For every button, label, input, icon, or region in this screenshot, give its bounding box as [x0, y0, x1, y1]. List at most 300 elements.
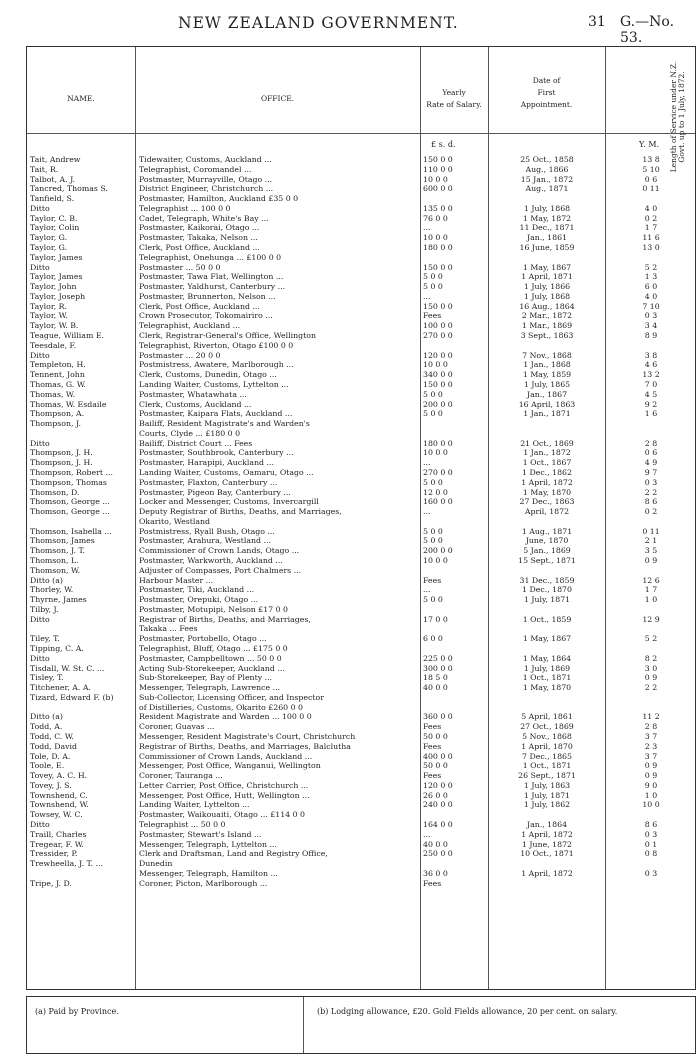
row-salary: 5 0 0 — [423, 536, 443, 546]
table-row — [27, 556, 695, 565]
row-date: 5 Nov., 1868 — [522, 732, 572, 742]
table-row — [27, 585, 695, 594]
table-row — [27, 644, 695, 653]
table-row — [27, 683, 695, 692]
row-name: Tennent, John — [30, 370, 85, 380]
row-salary: 200 0 0 — [423, 546, 453, 556]
table-row — [27, 673, 695, 682]
row-office: Telegraphist, Bluff, Otago ... £175 0 0 — [139, 644, 288, 653]
row-office: Postmaster, Takaka, Nelson ... — [139, 233, 258, 243]
row-length: 0 9 — [644, 771, 658, 781]
row-salary: 135 0 0 — [423, 203, 453, 213]
row-name: Todd, David — [30, 741, 78, 751]
column-header-date: Date of First Appointment. — [520, 76, 573, 109]
row-office: Postmaster, Waikouaiti, Otago ... £114 0 0 — [139, 810, 305, 820]
row-office: Postmaster, Orepuki, Otago ... — [139, 595, 259, 605]
row-date: 1 July, 1866 — [523, 282, 571, 292]
row-length: 0 8 — [644, 849, 658, 859]
row-salary: 150 0 0 — [423, 262, 453, 272]
row-date: 25 Oct., 1858 — [520, 155, 574, 164]
table-row — [27, 615, 695, 624]
row-office: Clerk, Registrar-General's Office, Wellington — [139, 331, 316, 341]
footnote-a: (a) Paid by Province. — [35, 1007, 119, 1016]
row-salary: 164 0 0 — [423, 820, 453, 830]
table-row — [27, 409, 695, 418]
row-name: Taylor, James — [30, 252, 83, 262]
page-number: 31 — [588, 14, 606, 30]
row-salary: 5 0 0 — [423, 409, 443, 419]
row-name: Townshend, W. — [30, 800, 89, 810]
table-row — [27, 566, 695, 575]
row-date: 1 Jan., 1872 — [523, 448, 571, 458]
row-office: Landing Waiter, Lyttelton ... — [139, 800, 250, 810]
table-row — [27, 155, 695, 164]
row-salary: 5 0 0 — [423, 389, 443, 399]
row-salary: Fees — [423, 311, 442, 321]
table-row — [27, 400, 695, 409]
row-salary: 40 0 0 — [423, 839, 448, 849]
row-office: Bailiff, Resident Magistrate's and Warden's — [139, 419, 310, 429]
table-row — [27, 879, 695, 888]
row-name: Ditto — [30, 820, 50, 830]
table-row — [27, 507, 695, 516]
row-length: 5 2 — [644, 262, 658, 272]
row-length: 8 6 — [644, 497, 658, 507]
row-length: 9 7 — [644, 467, 658, 477]
row-name: Thomson, L. — [30, 555, 79, 565]
table-row — [27, 869, 695, 878]
row-name: Tancred, Thomas S. — [30, 184, 108, 194]
row-date: 10 Oct., 1871 — [520, 849, 574, 859]
row-office: Clerk and Draftsman, Land and Registry Office, — [139, 849, 328, 859]
row-length: 3 7 — [644, 751, 658, 761]
table-row — [27, 624, 695, 633]
row-office: Postmaster, Kaikorai, Otago ... — [139, 223, 260, 233]
row-office: Postmaster, Tiki, Auckland ... — [139, 585, 255, 595]
row-name: Tiley, T. — [30, 634, 60, 644]
row-date: Aug., 1871 — [525, 184, 569, 194]
row-date: 1 Jan., 1871 — [523, 409, 571, 419]
row-name: Taylor, W. — [30, 311, 68, 321]
row-length: 1 3 — [644, 272, 658, 282]
row-name: Taylor, John — [30, 282, 77, 292]
row-name: Thomson, D. — [30, 487, 80, 497]
row-salary: ... — [423, 291, 431, 301]
row-name: Todd, A. — [30, 722, 63, 732]
row-salary: Fees — [423, 575, 442, 585]
row-date: 1 July, 1869 — [523, 663, 571, 673]
table-row — [27, 165, 695, 174]
row-length: 11 2 — [642, 712, 660, 722]
row-office: Postmaster, Southbrook, Canterbury ... — [139, 448, 294, 458]
row-name: Thomson, James — [30, 536, 95, 546]
row-office: Messenger, Telegraph, Lawrence ... — [139, 683, 281, 693]
row-date: 1 April, 1870 — [521, 741, 573, 751]
row-name: Tripe, J. D. — [30, 878, 72, 888]
document-reference: G.—No. 53. — [620, 14, 675, 46]
table-row — [27, 703, 695, 712]
row-salary: ... — [423, 507, 431, 517]
row-office: Sub-Storekeeper, Bay of Plenty ... — [139, 673, 273, 683]
row-salary: 10 0 0 — [423, 448, 448, 458]
row-date: 1 July, 1871 — [523, 595, 571, 605]
row-salary: 240 0 0 — [423, 800, 453, 810]
row-office: Resident Magistrate and Warden ... 100 0 0 — [139, 712, 312, 722]
row-office: Postmaster, Warkworth, Auckland ... — [139, 555, 283, 565]
row-office: Messenger, Telegraph, Lyttelton ... — [139, 839, 277, 849]
row-name: Ditto — [30, 653, 50, 663]
table-row — [27, 214, 695, 223]
row-name: Thomson, George ... — [30, 497, 110, 507]
table-row — [27, 800, 695, 809]
table-row — [27, 243, 695, 252]
row-name: Thompson, J. H. — [30, 458, 93, 468]
row-name: Trewheella, J. T. ... — [30, 859, 103, 869]
row-length: 12 6 — [642, 575, 660, 585]
table-row — [27, 488, 695, 497]
row-date: 1 July, 1868 — [523, 203, 571, 213]
row-name: Taylor, Colin — [30, 223, 80, 233]
row-name: Tipping, C. A. — [30, 644, 84, 653]
table-row — [27, 771, 695, 780]
row-date: 1 May, 1872 — [522, 213, 572, 223]
row-office: Deputy Registrar of Births, Deaths, and Marriages, — [139, 507, 342, 517]
row-length: 12 9 — [642, 614, 660, 624]
row-date: 1 April, 1872 — [521, 477, 573, 487]
row-salary: 5 0 0 — [423, 477, 443, 487]
row-length: 4 5 — [644, 389, 658, 399]
row-office: Landing Waiter, Customs, Oamaru, Otago ... — [139, 467, 314, 477]
row-salary: 5 0 0 — [423, 526, 443, 536]
row-date: 1 May, 1870 — [522, 487, 572, 497]
row-name: Thomas, G. W. — [30, 379, 86, 389]
row-length: 0 2 — [644, 507, 658, 517]
row-name: Thomas, W. Esdaile — [30, 399, 107, 409]
row-date: 1 Dec., 1870 — [522, 585, 572, 595]
row-salary: 26 0 0 — [423, 790, 448, 800]
table-row — [27, 204, 695, 213]
table-row — [27, 517, 695, 526]
row-name: Ditto (a) — [30, 712, 63, 722]
row-length: 0 6 — [644, 174, 658, 184]
row-name: Thompson, Robert ... — [30, 467, 113, 477]
row-salary: 270 0 0 — [423, 467, 453, 477]
row-length: 2 8 — [644, 722, 658, 732]
table-row — [27, 272, 695, 281]
row-date: 11 Dec., 1871 — [519, 223, 575, 233]
row-date: 26 Sept., 1871 — [518, 771, 576, 781]
table-row — [27, 468, 695, 477]
row-length: 0 9 — [644, 761, 658, 771]
row-office: Acting Sub-Storekeeper, Auckland ... — [139, 663, 285, 673]
row-salary: 5 0 0 — [423, 595, 443, 605]
row-salary: Fees — [423, 878, 442, 888]
row-length: 7 0 — [644, 379, 658, 389]
row-office: Locker and Messenger, Customs, Invercargill — [139, 497, 319, 507]
table-row — [27, 341, 695, 350]
row-name: Ditto — [30, 203, 50, 213]
row-name: Thyrne, James — [30, 595, 87, 605]
row-salary: 120 0 0 — [423, 780, 453, 790]
table-row — [27, 311, 695, 320]
row-salary: 200 0 0 — [423, 399, 453, 409]
row-salary: 250 0 0 — [423, 849, 453, 859]
row-date: 27 Oct., 1869 — [520, 722, 574, 732]
row-length: 1 7 — [644, 585, 658, 595]
row-office: Adjuster of Compasses, Port Chalmers ... — [139, 565, 302, 575]
row-salary: Fees — [423, 771, 442, 781]
row-office: Telegraphist, Onehunga ... £100 0 0 — [139, 252, 282, 262]
row-office: Clerk, Post Office, Auckland ... — [139, 243, 260, 253]
table-row — [27, 448, 695, 457]
row-salary: 36 0 0 — [423, 868, 448, 878]
row-date: June, 1870 — [525, 536, 569, 546]
table-row — [27, 263, 695, 272]
row-length: 0 3 — [644, 829, 658, 839]
row-date: 1 April, 1871 — [521, 272, 573, 282]
row-name: Tregear, F. W. — [30, 839, 84, 849]
row-date: 1 Dec., 1862 — [522, 467, 572, 477]
row-office: Registrar of Births, Deaths, and Marriages, — [139, 614, 311, 624]
row-name: Thomas, W. — [30, 389, 76, 399]
row-office: Postmistress, Ryall Bush, Otago ... — [139, 526, 275, 536]
row-name: Thorley, W. — [30, 585, 74, 595]
row-date: 1 July, 1865 — [523, 379, 571, 389]
row-name: Talbot, A. J. — [30, 174, 76, 184]
row-name: Ditto — [30, 438, 50, 448]
row-name: Tanfield, S. — [30, 194, 75, 204]
row-date: April, 1872 — [524, 507, 570, 517]
row-date: 1 May, 1864 — [522, 653, 572, 663]
column-header-office: OFFICE. — [260, 94, 295, 103]
row-salary: 10 0 0 — [423, 555, 448, 565]
row-office: Postmaster, Portobello, Otago ... — [139, 634, 267, 644]
row-salary: 50 0 0 — [423, 732, 448, 742]
row-date: 27 Dec., 1863 — [519, 497, 575, 507]
table-row — [27, 439, 695, 448]
row-length: 0 3 — [644, 477, 658, 487]
row-name: Tisdall, W. St. C. ... — [30, 663, 105, 673]
row-date: 1 Mar., 1869 — [521, 321, 573, 331]
row-office: Letter Carrier, Post Office, Christchurch ... — [139, 780, 309, 790]
row-office: Okarito, Westland — [139, 516, 211, 526]
row-salary: 40 0 0 — [423, 683, 448, 693]
table-row — [27, 370, 695, 379]
row-length: 4 0 — [644, 203, 658, 213]
row-office: Tidewaiter, Customs, Auckland ... — [139, 155, 272, 164]
table-row — [27, 546, 695, 555]
row-date: Jan., 1861 — [526, 233, 568, 243]
row-name: Toole, E. — [30, 761, 65, 771]
row-length: 8 6 — [644, 820, 658, 830]
row-office: Postmaster, Murrayville, Otago ... — [139, 174, 273, 184]
row-office: Postmaster, Tawa Flat, Wellington ... — [139, 272, 284, 282]
header-divider — [27, 133, 695, 134]
table-row — [27, 321, 695, 330]
row-salary: 360 0 0 — [423, 712, 453, 722]
table-row — [27, 351, 695, 360]
row-name: Todd, C. W. — [30, 732, 75, 742]
row-office: Messenger, Telegraph, Hamilton ... — [139, 868, 278, 878]
row-office: Postmaster, Brunnerton, Nelson ... — [139, 291, 276, 301]
row-name: Thompson, J. — [30, 419, 81, 429]
row-date: 1 May, 1867 — [522, 262, 572, 272]
row-office: Sub-Collector, Licensing Officer, and Inspector — [139, 692, 324, 702]
row-salary: 600 0 0 — [423, 184, 453, 194]
row-salary: 180 0 0 — [423, 438, 453, 448]
column-header-name: NAME. — [67, 94, 95, 103]
row-date: 1 June, 1872 — [521, 839, 573, 849]
table-row — [27, 527, 695, 536]
row-name: Ditto — [30, 262, 50, 272]
table-row — [27, 830, 695, 839]
row-length: 4 0 — [644, 291, 658, 301]
row-office: Bailiff, District Court ... Fees — [139, 438, 253, 448]
row-length: 1 0 — [644, 790, 658, 800]
row-date: 1 Jan., 1868 — [523, 360, 571, 370]
table-row — [27, 302, 695, 311]
table-row — [27, 478, 695, 487]
row-length: 0 2 — [644, 213, 658, 223]
row-salary: 160 0 0 — [423, 497, 453, 507]
row-office: Messenger, Post Office, Hutt, Wellington ... — [139, 790, 310, 800]
table-row — [27, 282, 695, 291]
row-date: 1 Aug., 1871 — [521, 526, 573, 536]
table-row — [27, 791, 695, 800]
row-salary: 300 0 0 — [423, 663, 453, 673]
row-length: 3 7 — [644, 732, 658, 742]
row-name: Townshend, C. — [30, 790, 88, 800]
row-name: Towsey, W. C. — [30, 810, 83, 820]
salary-units: £ s. d. — [431, 140, 456, 149]
table-row — [27, 360, 695, 369]
row-length: 7 10 — [642, 301, 660, 311]
row-date: 1 May, 1870 — [522, 683, 572, 693]
row-name: Taylor, G. — [30, 243, 68, 253]
row-office: Commissioner of Crown Lands, Auckland ... — [139, 751, 313, 761]
row-office: Postmaster, Pigeon Bay, Canterbury ... — [139, 487, 291, 497]
row-office: Landing Waiter, Customs, Lyttelton ... — [139, 379, 289, 389]
table-row — [27, 654, 695, 663]
row-name: Tizard, Edward F. (b) — [30, 692, 114, 702]
row-salary: 150 0 0 — [423, 301, 453, 311]
row-office: Postmistress, Awatere, Marlborough ... — [139, 360, 294, 370]
row-date: 1 July, 1871 — [523, 790, 571, 800]
row-office: Telegraphist ... 100 0 0 — [139, 203, 231, 213]
table-row — [27, 458, 695, 467]
row-office: Postmaster, Motupipi, Nelson £17 0 0 — [139, 604, 289, 614]
row-name: Thomson, J. T. — [30, 546, 85, 556]
row-length: 0 3 — [644, 868, 658, 878]
row-name: Teesdale, F. — [30, 340, 77, 350]
table-row — [27, 849, 695, 858]
row-office: Postmaster, Kaipara Flats, Auckland ... — [139, 409, 293, 419]
row-date: 1 July, 1868 — [523, 291, 571, 301]
row-length: 2 3 — [644, 741, 658, 751]
row-name: Traill, Charles — [30, 829, 87, 839]
row-name: Templeton, H. — [30, 360, 86, 370]
table-row — [27, 664, 695, 673]
row-office: Coroner, Picton, Marlborough ... — [139, 878, 268, 888]
table-row — [27, 693, 695, 702]
row-salary: 340 0 0 — [423, 370, 453, 380]
row-salary: Fees — [423, 722, 442, 732]
row-office: Takaka ... Fees — [139, 624, 198, 634]
row-salary: 17 0 0 — [423, 614, 448, 624]
table-row — [27, 761, 695, 770]
row-office: Telegraphist, Coromandel ... — [139, 164, 252, 174]
row-name: Tressider, P. — [30, 849, 78, 859]
table-row — [27, 253, 695, 262]
row-date: Aug., 1866 — [525, 164, 569, 174]
row-length: 0 6 — [644, 448, 658, 458]
row-length: 2 1 — [644, 536, 658, 546]
row-date: 1 April, 1872 — [521, 829, 573, 839]
table-row — [27, 184, 695, 193]
row-salary: 76 0 0 — [423, 213, 448, 223]
row-salary: 270 0 0 — [423, 331, 453, 341]
row-name: Ditto (a) — [30, 575, 63, 585]
row-date: Jan., 1864 — [526, 820, 568, 830]
row-name: Thomson, George ... — [30, 507, 110, 517]
row-salary: 100 0 0 — [423, 321, 453, 331]
row-length: 13 2 — [642, 370, 660, 380]
row-date: 15 Sept., 1871 — [518, 555, 576, 565]
row-date: 1 Oct., 1871 — [522, 673, 572, 683]
row-name: Thomson, W. — [30, 565, 81, 575]
row-salary: 225 0 0 — [423, 653, 453, 663]
row-salary: 50 0 0 — [423, 761, 448, 771]
row-salary: 10 0 0 — [423, 233, 448, 243]
row-date: 1 May, 1859 — [522, 370, 572, 380]
table-row — [27, 840, 695, 849]
row-name: Ditto — [30, 614, 50, 624]
row-date: 1 Oct., 1859 — [522, 614, 572, 624]
row-length: 0 11 — [642, 184, 660, 194]
table-row — [27, 576, 695, 585]
row-name: Taylor, C. B. — [30, 213, 78, 223]
row-office: Registrar of Births, Deaths, and Marriages, Balclutha — [139, 741, 351, 751]
footnote-divider — [303, 997, 304, 1053]
table-row — [27, 175, 695, 184]
row-office: Clerk, Customs, Auckland ... — [139, 399, 252, 409]
row-length: 1 7 — [644, 223, 658, 233]
row-length: 13 0 — [642, 243, 660, 253]
row-salary: 18 5 0 — [423, 673, 448, 683]
row-office: Coroner, Guavas ... — [139, 722, 215, 732]
row-salary: 10 0 0 — [423, 360, 448, 370]
row-office: Postmaster, Stewart's Island ... — [139, 829, 262, 839]
row-office: Postmaster, Hamilton, Auckland £35 0 0 — [139, 194, 299, 204]
row-length: 0 9 — [644, 673, 658, 683]
table-row — [27, 752, 695, 761]
row-length: 3 4 — [644, 321, 658, 331]
footnote-b: (b) Lodging allowance, £20. Gold Fields allowance, 20 per cent. on salary. — [317, 1007, 618, 1016]
row-length: 0 9 — [644, 555, 658, 565]
row-office: District Engineer, Christchurch ... — [139, 184, 274, 194]
table-row — [27, 223, 695, 232]
row-date: 15 Jan., 1872 — [520, 174, 574, 184]
row-office: Clerk, Customs, Dunedin, Otago ... — [139, 370, 277, 380]
table-row — [27, 390, 695, 399]
page-header — [0, 14, 700, 46]
row-name: Tait, Andrew — [30, 155, 81, 164]
row-name: Tait, R. — [30, 164, 59, 174]
row-date: 16 June, 1859 — [519, 243, 575, 253]
row-date: 1 July, 1862 — [523, 800, 571, 810]
table-row — [27, 810, 695, 819]
row-salary: 6 0 0 — [423, 634, 443, 644]
